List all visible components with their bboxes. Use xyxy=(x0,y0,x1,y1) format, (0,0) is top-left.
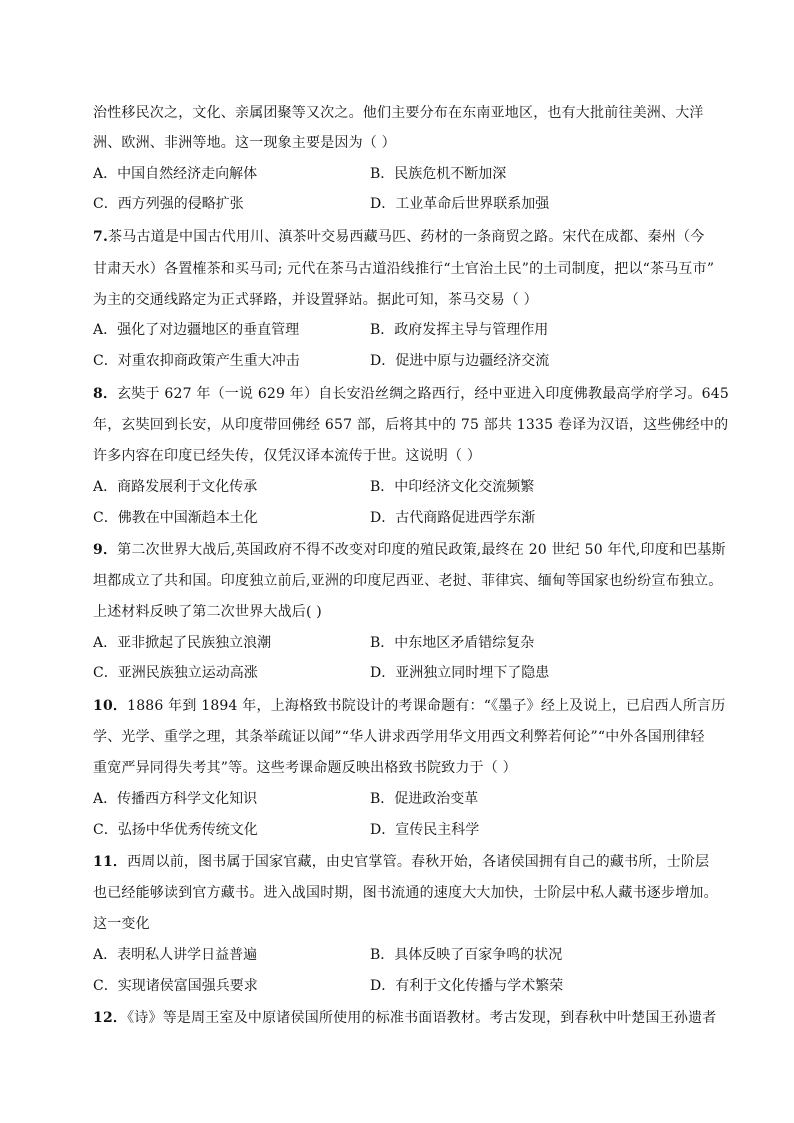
question-8-text-line: 许多内容在印度已经失传，仅凭汉译本流传于世。这说明（ ） xyxy=(93,448,482,464)
question-8-number: 8． xyxy=(93,386,118,402)
question-11-option-b[interactable]: B．具体反映了百家争鸣的状况 xyxy=(370,947,563,963)
question-9-option-c[interactable]: C．亚洲民族独立运动高涨 xyxy=(93,665,258,681)
question-11-option-d[interactable]: D．有利于文化传播与学术繁荣 xyxy=(370,978,564,994)
question-7-number: 7. xyxy=(93,229,109,245)
question-11-number: 11． xyxy=(93,854,128,870)
question-8-text-line: 年，玄奘回到长安，从印度带回佛经 657 部，后将其中的 75 部共 1335 卷译为汉语，这些佛经中的 xyxy=(93,417,729,433)
question-9-text-line: 9．第二次世界大战后,英国政府不得不改变对印度的殖民政策,最终在 20 世纪 50 年代,印度和巴基斯 xyxy=(93,542,726,558)
question-11-option-c[interactable]: C．实现诸侯富国强兵要求 xyxy=(93,978,258,994)
question-6-option-b[interactable]: B．民族危机不断加深 xyxy=(370,166,507,182)
question-9-option-a[interactable]: A．亚非掀起了民族独立浪潮 xyxy=(93,635,272,651)
question-9-text-line: 上述材料反映了第二次世界大战后( ) xyxy=(93,604,322,620)
question-10-number: 10． xyxy=(93,698,128,714)
question-10-option-d[interactable]: D．宣传民主科学 xyxy=(370,822,480,838)
question-7-option-b[interactable]: B．政府发挥主导与管理作用 xyxy=(370,322,549,338)
question-8-option-c[interactable]: C．佛教在中国渐趋本土化 xyxy=(93,510,258,526)
question-9-option-d[interactable]: D．亚洲独立同时埋下了隐患 xyxy=(370,665,550,681)
question-10-text-line: 学、光学、重学之理，其条举疏证以闻”“华人讲求西学用华文用西文利弊若何论”“中外各国刑律轻 xyxy=(93,729,705,745)
question-7-text-line: 甘肃天水）各置榷茶和买马司; 元代在茶马古道沿线推行“土官治土民”的土司制度，把以“茶马互市” xyxy=(93,261,715,277)
question-9-text-line: 坦都成立了共和国。印度独立前后,亚洲的印度尼西亚、老挝、菲律宾、缅甸等国家也纷纷宣布独立。 xyxy=(93,573,723,589)
question-7-option-d[interactable]: D．促进中原与边疆经济交流 xyxy=(370,353,550,369)
question-7-option-a[interactable]: A．强化了对边疆地区的垂直管理 xyxy=(93,322,300,338)
question-10-option-a[interactable]: A．传播西方科学文化知识 xyxy=(93,791,258,807)
question-6-option-a[interactable]: A．中国自然经济走向解体 xyxy=(93,166,258,182)
question-9-number: 9． xyxy=(93,542,118,558)
question-8-option-b[interactable]: B．中印经济文化交流频繁 xyxy=(370,479,535,495)
question-6-option-d[interactable]: D．工业革命后世界联系加强 xyxy=(370,196,550,212)
question-6-text-line: 洲、欧洲、非洲等地。这一现象主要是因为（ ） xyxy=(93,135,396,151)
question-7-text-line: 为主的交通线路定为正式驿路，并设置驿站。据此可知，茶马交易（ ） xyxy=(93,292,538,308)
question-11-text-line: 11．西周以前，图书属于国家官藏，由史官掌管。春秋开始，各诸侯国拥有自己的藏书所，士阶层 xyxy=(93,854,710,870)
question-11-text-line: 这一变化 xyxy=(93,916,150,932)
question-12-text-line: 12．《诗》等是周王室及中原诸侯国所使用的标准书面语教材。考古发现，到春秋中叶楚国王孙遗者 xyxy=(93,1010,717,1026)
question-11-text-line: 也已经能够读到官方藏书。进入战国时期，图书流通的速度大大加快，士阶层中私人藏书逐步增加。 xyxy=(93,885,718,901)
question-10-text-line: 10．1886 年到 1894 年，上海格致书院设计的考课命题有：“《墨子》经上及说上，已启西人所言历 xyxy=(93,698,726,714)
question-8-option-d[interactable]: D．古代商路促进西学东渐 xyxy=(370,510,536,526)
question-7-text-line: 7.茶马古道是中国古代用川、滇茶叶交易西藏马匹、药材的一条商贸之路。宋代在成都、秦州（今 xyxy=(93,229,705,245)
question-10-text-line: 重宽严异同得失考其”等。这些考课命题反映出格致书院致力于（ ） xyxy=(93,760,517,776)
question-8-text-line: 8．玄奘于 627 年（一说 629 年）自长安沿丝绸之路西行，经中亚进入印度佛教最高学府学习。645 xyxy=(93,386,729,402)
question-9-option-b[interactable]: B．中东地区矛盾错综复杂 xyxy=(370,635,535,651)
question-10-option-b[interactable]: B．促进政治变革 xyxy=(370,791,479,807)
question-8-option-a[interactable]: A．商路发展利于文化传承 xyxy=(93,479,258,495)
question-7-option-c[interactable]: C．对重农抑商政策产生重大冲击 xyxy=(93,353,300,369)
question-10-option-c[interactable]: C．弘扬中华优秀传统文化 xyxy=(93,822,258,838)
question-12-number: 12． xyxy=(93,1010,128,1026)
question-6-option-c[interactable]: C．西方列强的侵略扩张 xyxy=(93,196,244,212)
question-11-option-a[interactable]: A．表明私人讲学日益普遍 xyxy=(93,947,258,963)
question-6-text-line: 治性移民次之，文化、亲属团聚等又次之。他们主要分布在东南亚地区，也有大批前往美洲、大洋 xyxy=(93,105,704,121)
